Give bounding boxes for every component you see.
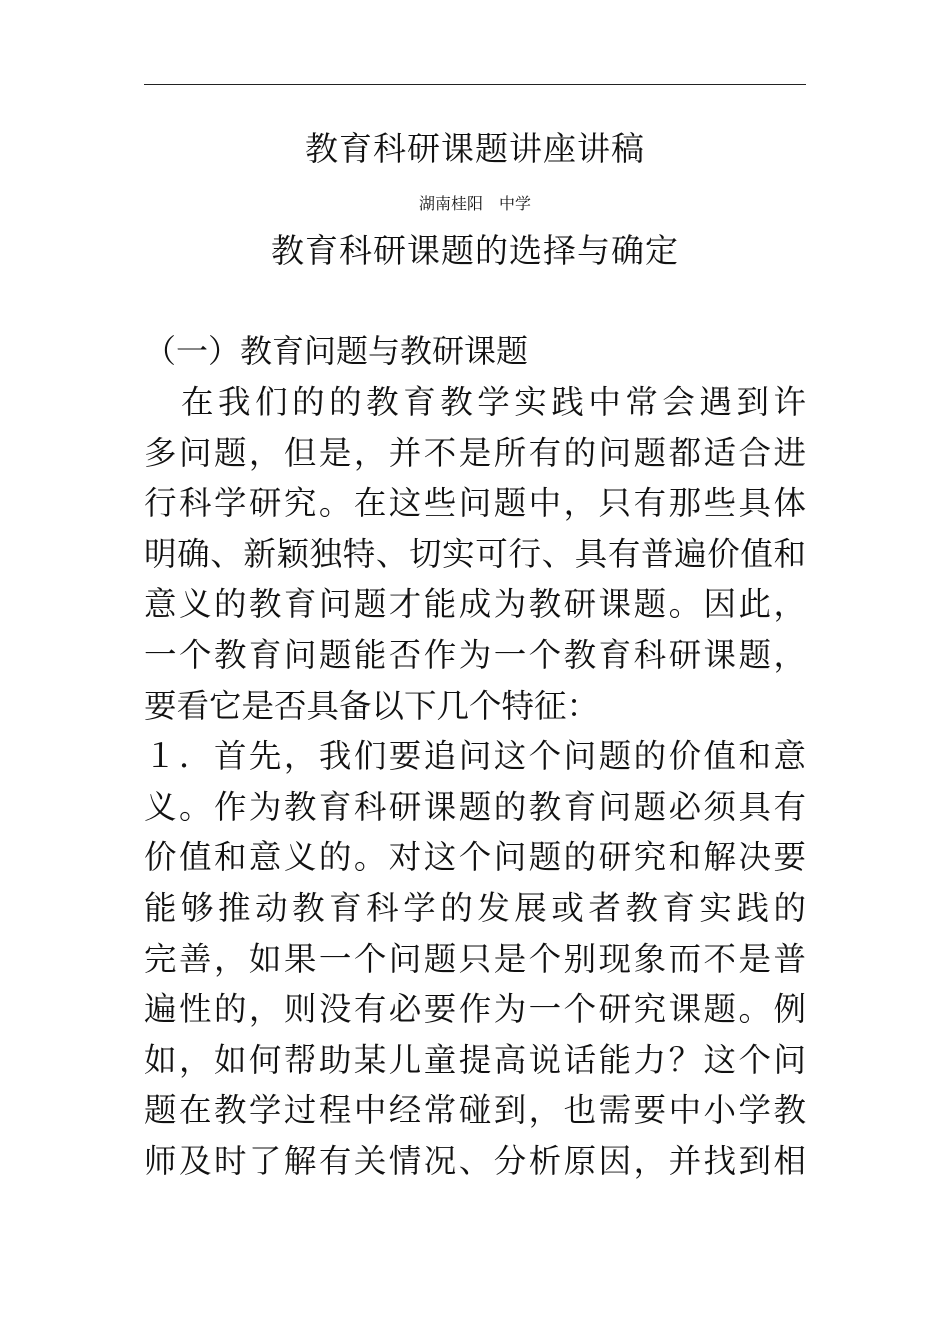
section-heading: （一）教育问题与教研课题	[144, 332, 529, 370]
body-line: 师及时了解有关情况、分析原因，并找到相	[144, 1141, 806, 1180]
document-title: 教育科研课题讲座讲稿	[305, 129, 645, 168]
body-line: 在我们的的教育教学实践中常会遇到许	[144, 383, 806, 421]
document-heading: 教育科研课题的选择与确定	[271, 231, 679, 270]
body-line: 明确、新颖独特、切实可行、具有普遍价值和	[144, 534, 806, 573]
body-line: １．首先，我们要追问这个问题的价值和意	[144, 737, 806, 776]
body-line: 如，如何帮助某儿童提高说话能力？这个问	[144, 1040, 806, 1079]
body-line: 价值和意义的。对这个问题的研究和解决要	[144, 838, 806, 877]
document-subtitle: 湖南桂阳 中学	[418, 194, 531, 213]
body-line: 题在教学过程中经常碰到，也需要中小学教	[144, 1091, 806, 1130]
body-text	[144, 377, 806, 1187]
header-rule	[144, 84, 806, 85]
body-line: 完善，如果一个问题只是个别现象而不是普	[144, 939, 806, 978]
body-line: 一个教育问题能否作为一个教育科研课题，	[144, 635, 806, 674]
body-line: 多问题，但是，并不是所有的问题都适合进	[144, 433, 806, 472]
body-line: 遍性的，则没有必要作为一个研究课题。例	[144, 990, 806, 1029]
body-line: 意义的教育问题才能成为教研课题。因此，	[144, 585, 806, 624]
body-line: 义。作为教育科研课题的教育问题必须具有	[144, 787, 806, 826]
body-line: 要看它是否具备以下几个特征：	[144, 686, 600, 725]
body-line: 能够推动教育科学的发展或者教育实践的	[144, 888, 806, 927]
body-line: 行科学研究。在这些问题中，只有那些具体	[144, 484, 806, 523]
